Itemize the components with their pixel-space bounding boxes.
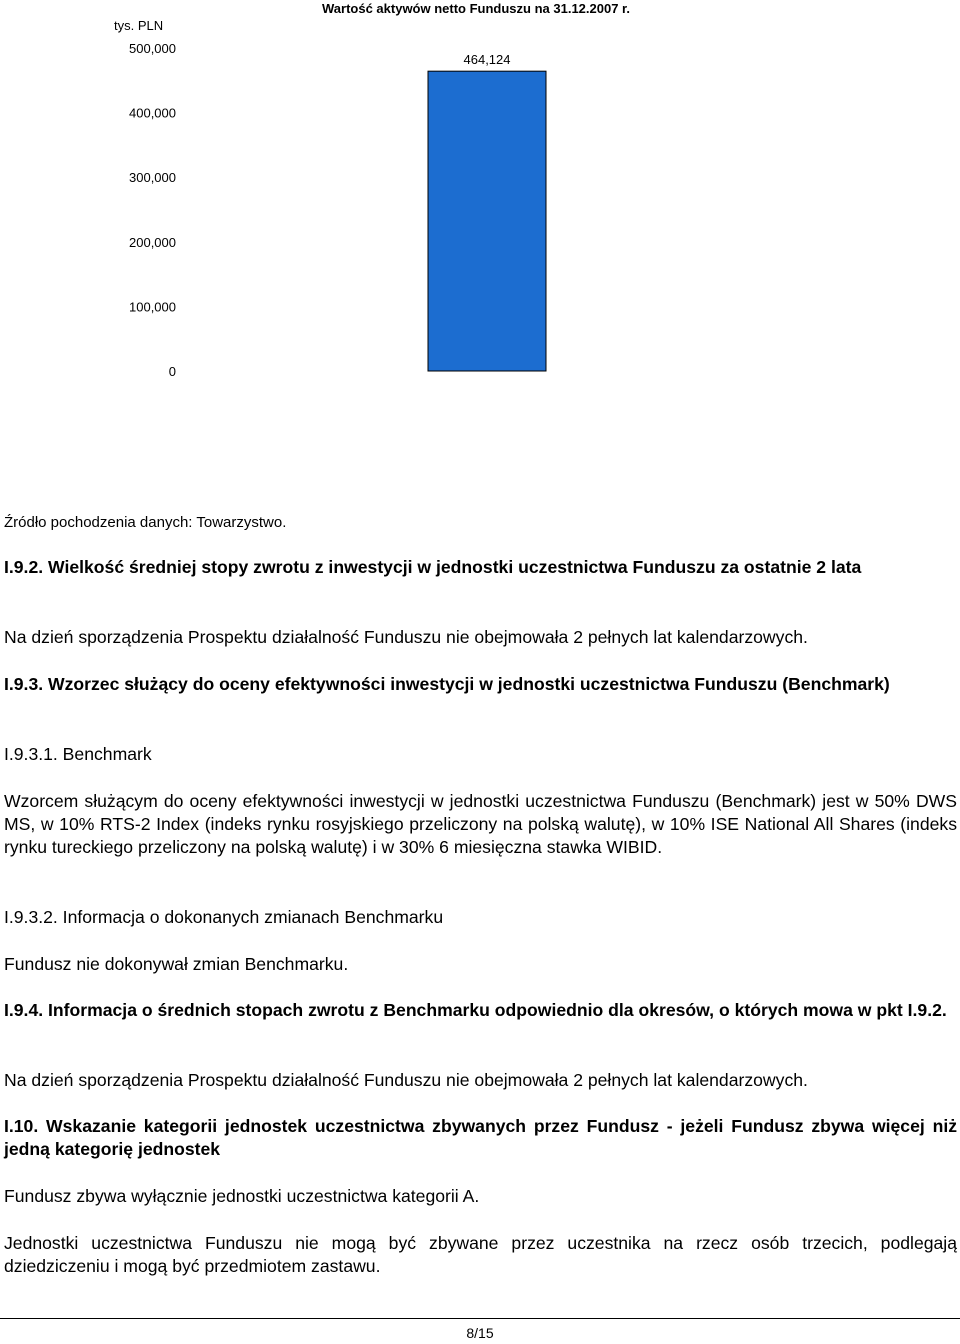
heading-I-9-3-2: I.9.3.2. Informacja o dokonanych zmianach Benchmarku [4,907,444,927]
y-tick-label: 300,000 [129,170,176,186]
text-I-10-b: Jednostki uczestnictwa Funduszu nie mogą być zbywane przez uczestnika na rzecz osób trzecich, podlegają dziedziczeniu i mogą być przedmiotem zastawu. [4,1233,957,1276]
heading-I-9-4: I.9.4. Informacja o średnich stopach zwrotu z Benchmarku odpowiednio dla okresów, o których mowa w pkt I.9.2. [4,1000,947,1020]
text-I-9-2: Na dzień sporządzenia Prospektu działalność Funduszu nie obejmowała 2 pełnych lat kalendarzowych. [4,627,808,647]
footer-divider [0,1318,960,1319]
text-I-10-a: Fundusz zbywa wyłącznie jednostki uczestnictwa kategorii A. [4,1186,480,1206]
data-labels [464,52,511,67]
bar [428,71,546,371]
text-I-9-3-2: Fundusz nie dokonywał zmian Benchmarku. [4,954,349,974]
y-tick-label: 400,000 [129,105,176,121]
heading-I-9-3: I.9.3. Wzorzec służący do oceny efektywności inwestycji w jednostki uczestnictwa Funduszu (Benchmark) [4,674,890,694]
heading-I-10: I.10. Wskazanie kategorii jednostek uczestnictwa zbywanych przez Fundusz - jeżeli Fundusz zbywa więcej niż jedną kategorię jednostek [4,1116,957,1159]
source-note: Źródło pochodzenia danych: Towarzystwo. [4,514,287,531]
chart-title: Wartość aktywów netto Funduszu na 31.12.2007 r. [322,1,630,16]
page-number: 8/15 [466,1325,494,1341]
y-tick-label: 200,000 [129,234,176,250]
y-axis-tick-labels [129,41,176,379]
bar-data-label: 464,124 [463,52,511,68]
net-assets-bar-chart [0,0,960,420]
y-tick-label: 0 [168,364,176,379]
bars [428,71,546,371]
chart-unit-label: tys. PLN [114,18,164,33]
y-tick-label: 500,000 [129,41,176,56]
text-I-9-3-1: Wzorcem służącym do oceny efektywności inwestycji w jednostki uczestnictwa Funduszu (Benchmark) jest w 50% DWS MS, w 10% RTS-2 Index (indeks rynku rosyjskiego przeliczony na polską walutę), w 10% ISE National All Shares (indeks rynku tureckiego przeliczony na polską walutę) i w 30% 6 miesięczna stawka WIBID. [4,791,957,857]
heading-I-9-2: I.9.2. Wielkość średniej stopy zwrotu z inwestycji w jednostki uczestnictwa Funduszu za ostatnie 2 lata [4,557,862,577]
y-tick-label: 100,000 [129,299,176,315]
heading-I-9-3-1: I.9.3.1. Benchmark [4,744,152,764]
text-I-9-4: Na dzień sporządzenia Prospektu działalność Funduszu nie obejmowała 2 pełnych lat kalendarzowych. [4,1070,808,1090]
